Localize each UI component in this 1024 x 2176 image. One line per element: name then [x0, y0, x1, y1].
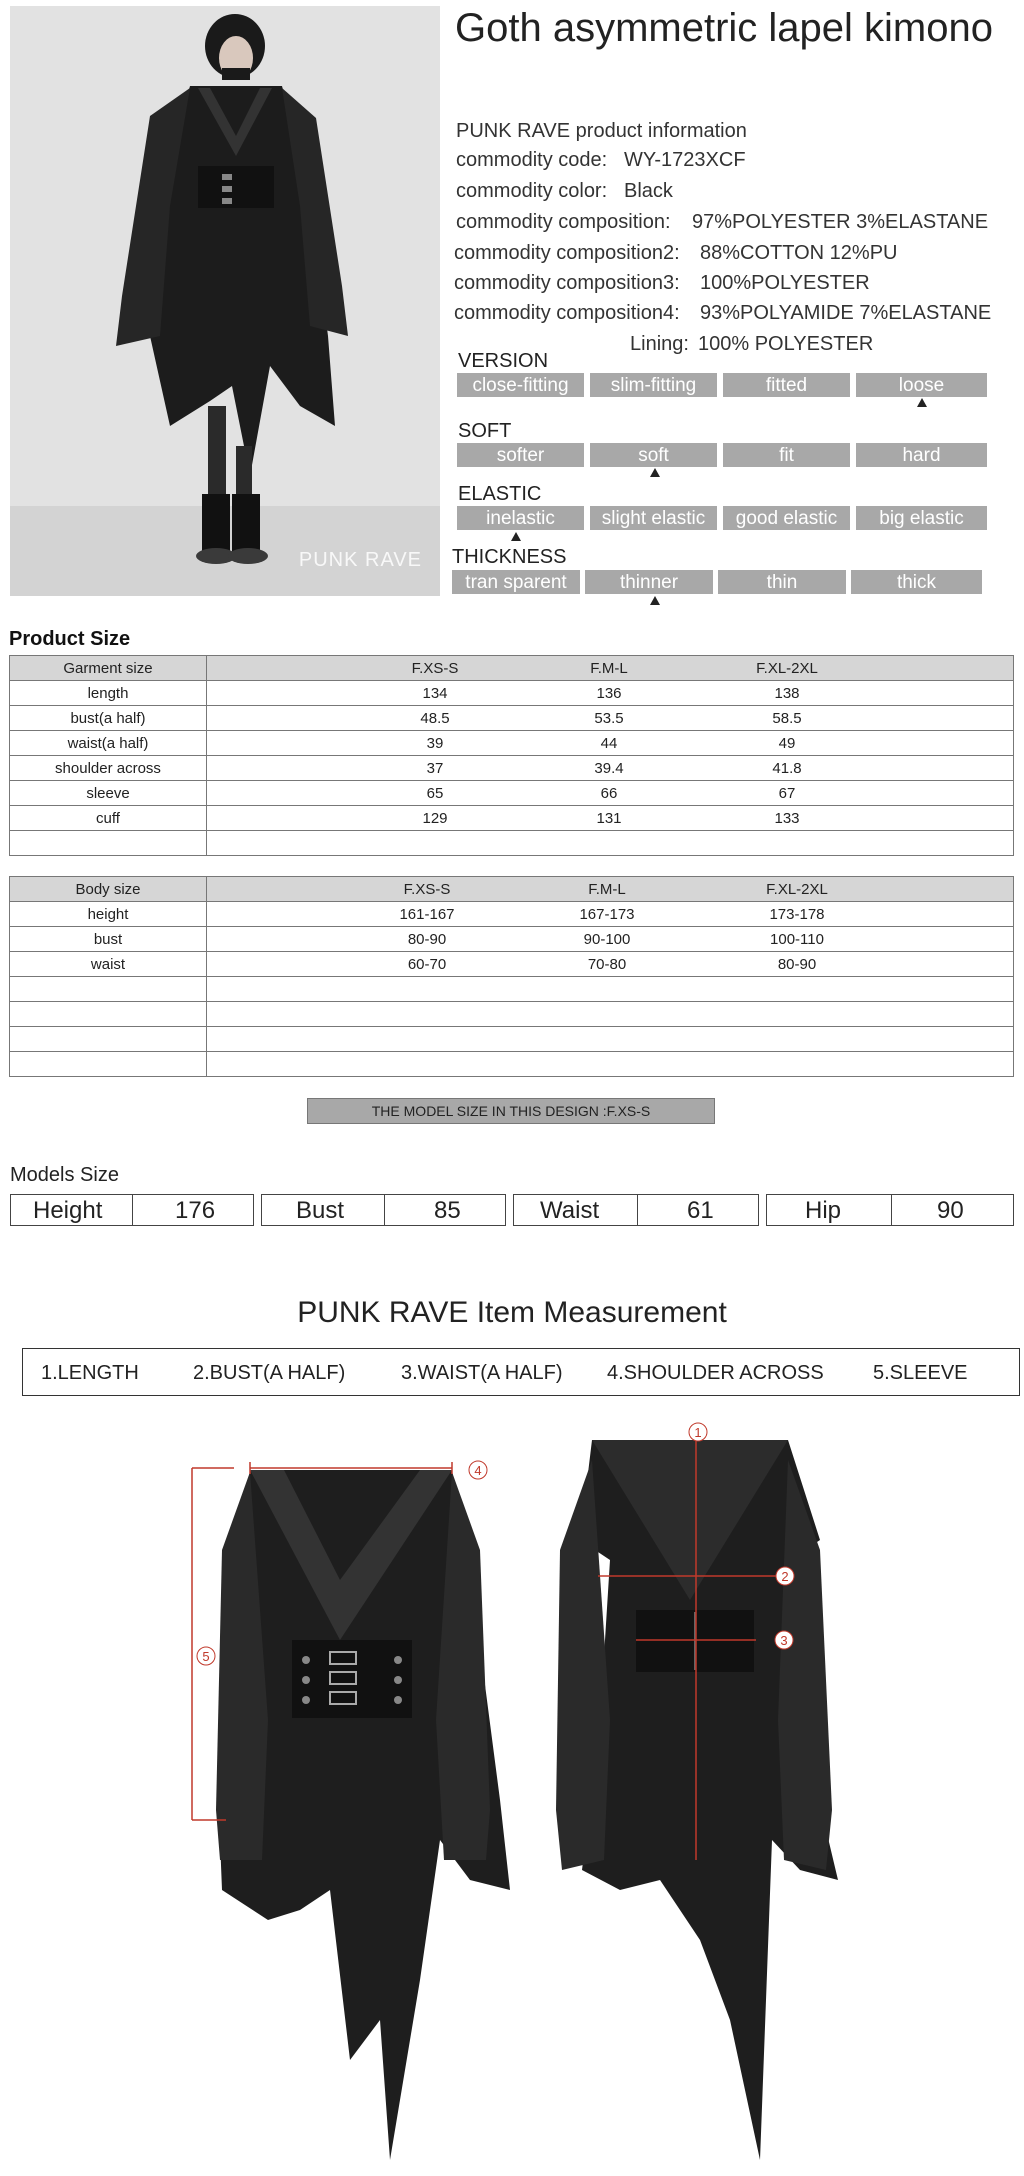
model-hip-box	[766, 1194, 1014, 1226]
info-value: 97%POLYESTER 3%ELASTANE	[692, 211, 989, 233]
scale-option: thinner	[585, 570, 713, 594]
model-stat-label: Waist	[540, 1197, 600, 1224]
info-value: Black	[624, 180, 673, 202]
info-value: 100%POLYESTER	[700, 272, 870, 294]
table-header-cell: F.XL-2XL	[756, 660, 818, 677]
model-height-box	[10, 1194, 254, 1226]
table-cell: 161-167	[399, 906, 455, 923]
scale-option: tran sparent	[452, 570, 580, 594]
table-cell: 41.8	[772, 760, 802, 777]
scale-thickness	[452, 570, 982, 594]
measurement-item: 2.BUST(A HALF)	[193, 1362, 346, 1384]
product-photo	[10, 6, 440, 596]
table-row	[10, 706, 1014, 731]
table-row	[10, 927, 1014, 952]
table-row	[10, 831, 1014, 856]
measure-mark-4: 4	[474, 1463, 482, 1478]
info-value: WY-1723XCF	[624, 149, 746, 171]
info-label: commodity code:	[456, 149, 608, 171]
table-cell: 53.5	[594, 710, 624, 727]
table-cell: bust(a half)	[10, 706, 207, 731]
table-row	[10, 1027, 1014, 1052]
table-cell	[207, 1052, 1014, 1077]
garment-front	[216, 1470, 510, 2160]
table-cell: 90-100	[583, 931, 631, 948]
table-cell: height	[10, 902, 207, 927]
info-row	[630, 333, 874, 356]
table-cell: waist	[10, 952, 207, 977]
table-cells	[207, 756, 1014, 781]
table-cell	[10, 977, 207, 1002]
table-cell: 138	[774, 685, 800, 702]
table-cell: cuff	[10, 806, 207, 831]
scale-title-soft: SOFT	[458, 420, 512, 442]
selected-marker-icon	[511, 532, 521, 541]
table-cell: 44	[600, 735, 618, 752]
table-row	[10, 952, 1014, 977]
table-cell	[10, 1052, 207, 1077]
table-cell: 167-173	[579, 906, 635, 923]
model-size-note: THE MODEL SIZE IN THIS DESIGN :F.XS-S	[307, 1098, 715, 1124]
measure-mark-2: 2	[781, 1569, 789, 1584]
table-cell: 133	[774, 810, 800, 827]
measurement-item: 4.SHOULDER ACROSS	[607, 1362, 824, 1384]
table-cell: 37	[426, 760, 444, 777]
scale-option: slight elastic	[590, 506, 717, 530]
table-cell: 66	[600, 785, 618, 802]
scale-option: slim-fitting	[590, 373, 717, 397]
scale-option: close-fitting	[457, 373, 584, 397]
brand-watermark: PUNK RAVE	[298, 549, 422, 571]
table-cell: 39	[426, 735, 444, 752]
model-stat-label: Height	[33, 1197, 103, 1224]
scale-option: soft	[590, 443, 717, 467]
table-cell	[207, 1002, 1014, 1027]
info-row	[454, 272, 870, 295]
divider	[132, 1195, 133, 1225]
table-cell	[10, 1027, 207, 1052]
table-cell: bust	[10, 927, 207, 952]
table-row	[10, 756, 1014, 781]
model-stat-value: 176	[175, 1197, 216, 1224]
scale-elastic	[457, 506, 987, 530]
info-row	[456, 180, 673, 203]
measure-mark-1: 1	[694, 1425, 702, 1440]
info-label: commodity composition4:	[454, 302, 680, 324]
measurement-item: 5.SLEEVE	[873, 1362, 968, 1384]
table-row	[10, 977, 1014, 1002]
table-cell	[207, 831, 1014, 856]
scale-option: loose	[856, 373, 987, 397]
table-cell	[207, 977, 1014, 1002]
info-label: commodity composition3:	[454, 272, 680, 294]
scale-title-elastic: ELASTIC	[458, 483, 542, 505]
info-value: 93%POLYAMIDE 7%ELASTANE	[700, 302, 992, 324]
table-cell: 134	[422, 685, 448, 702]
info-value: 88%COTTON 12%PU	[700, 242, 898, 264]
info-label: Lining:	[630, 333, 689, 355]
table-row	[10, 1002, 1014, 1027]
model-figure-illustration	[10, 6, 440, 596]
table-cell: 136	[596, 685, 622, 702]
table-cell: 100-110	[770, 931, 824, 948]
info-label: commodity composition2:	[454, 242, 680, 264]
measure-mark-3: 3	[780, 1633, 788, 1648]
table-cell: 70-80	[587, 956, 627, 973]
table-cell: 80-90	[407, 931, 447, 948]
table-cell: 131	[596, 810, 622, 827]
garment-back	[556, 1440, 838, 2160]
table-cells	[207, 681, 1014, 706]
product-size-table	[9, 655, 1014, 856]
scale-option: fit	[723, 443, 850, 467]
table-cells	[207, 731, 1014, 756]
table-row	[10, 731, 1014, 756]
table-header-row	[10, 656, 1014, 681]
table-cells	[207, 952, 1014, 977]
model-stat-label: Hip	[805, 1197, 842, 1224]
table-cells	[207, 902, 1014, 927]
table-row	[10, 1052, 1014, 1077]
product-size-title: Product Size	[9, 628, 131, 650]
scale-option: inelastic	[457, 506, 584, 530]
scale-option: thin	[718, 570, 846, 594]
table-cell: 65	[426, 785, 444, 802]
table-row	[10, 781, 1014, 806]
scale-option: hard	[856, 443, 987, 467]
table-cells	[207, 781, 1014, 806]
scale-soft	[457, 443, 987, 467]
model-waist-box	[513, 1194, 759, 1226]
garment-diagrams	[0, 1420, 1024, 2170]
model-stat-label: Bust	[296, 1197, 345, 1224]
table-cells	[207, 806, 1014, 831]
table-cell: 39.4	[594, 760, 624, 777]
table-header-cells	[207, 656, 1014, 681]
table-header-cell: Body size	[10, 877, 207, 902]
table-row	[10, 902, 1014, 927]
table-cell: 129	[422, 810, 448, 827]
info-row	[454, 242, 898, 265]
table-header-cells	[207, 877, 1014, 902]
model-stat-value: 90	[937, 1197, 964, 1224]
scale-title-version: VERSION	[458, 350, 549, 372]
table-cell: 58.5	[772, 710, 802, 727]
body-size-table	[9, 876, 1014, 1077]
measurement-item: 1.LENGTH	[41, 1362, 139, 1384]
info-heading: PUNK RAVE product information	[456, 120, 747, 142]
info-row	[456, 211, 989, 234]
table-cells	[207, 927, 1014, 952]
selected-marker-icon	[650, 468, 660, 477]
measurement-title: PUNK RAVE Item Measurement	[297, 1296, 727, 1329]
model-stat-value: 61	[687, 1197, 714, 1224]
table-cell	[207, 1027, 1014, 1052]
model-stat-value: 85	[434, 1197, 461, 1224]
scale-option: big elastic	[856, 506, 987, 530]
table-cell: waist(a half)	[10, 731, 207, 756]
scale-option: good elastic	[723, 506, 850, 530]
table-cell: sleeve	[10, 781, 207, 806]
selected-marker-icon	[650, 596, 660, 605]
measure-mark-5: 5	[202, 1649, 210, 1664]
models-size-title: Models Size	[10, 1164, 119, 1186]
table-header-cell: Garment size	[10, 656, 207, 681]
table-cell: shoulder across	[10, 756, 207, 781]
table-cell: 49	[778, 735, 796, 752]
table-header-cell: F.XL-2XL	[766, 881, 828, 898]
divider	[637, 1195, 638, 1225]
table-cell: length	[10, 681, 207, 706]
product-title: Goth asymmetric lapel kimono	[455, 6, 993, 50]
info-label: commodity composition:	[456, 211, 671, 233]
scale-option: fitted	[723, 373, 850, 397]
table-cell	[10, 1002, 207, 1027]
scale-option: softer	[457, 443, 584, 467]
table-cell: 80-90	[777, 956, 817, 973]
measurement-legend	[22, 1348, 1020, 1396]
table-cells	[207, 706, 1014, 731]
table-header-cell: F.XS-S	[411, 660, 459, 677]
table-header-cell: F.M-L	[588, 881, 626, 898]
scale-version	[457, 373, 987, 397]
table-cell: 60-70	[407, 956, 447, 973]
table-header-row	[10, 877, 1014, 902]
table-header-cell: F.M-L	[590, 660, 628, 677]
info-row	[456, 149, 746, 172]
measurement-item: 3.WAIST(A HALF)	[401, 1362, 563, 1384]
model-bust-box	[261, 1194, 506, 1226]
table-header-cell: F.XS-S	[403, 881, 451, 898]
divider	[384, 1195, 385, 1225]
table-cell	[10, 831, 207, 856]
scale-title-thickness: THICKNESS	[452, 546, 567, 568]
info-label: commodity color:	[456, 180, 608, 202]
table-cell: 67	[778, 785, 796, 802]
table-row	[10, 806, 1014, 831]
scale-option: thick	[851, 570, 982, 594]
info-value: 100% POLYESTER	[698, 333, 874, 355]
table-cell: 48.5	[420, 710, 450, 727]
selected-marker-icon	[917, 398, 927, 407]
table-row	[10, 681, 1014, 706]
info-row	[454, 302, 992, 325]
divider	[891, 1195, 892, 1225]
table-cell: 173-178	[769, 906, 825, 923]
